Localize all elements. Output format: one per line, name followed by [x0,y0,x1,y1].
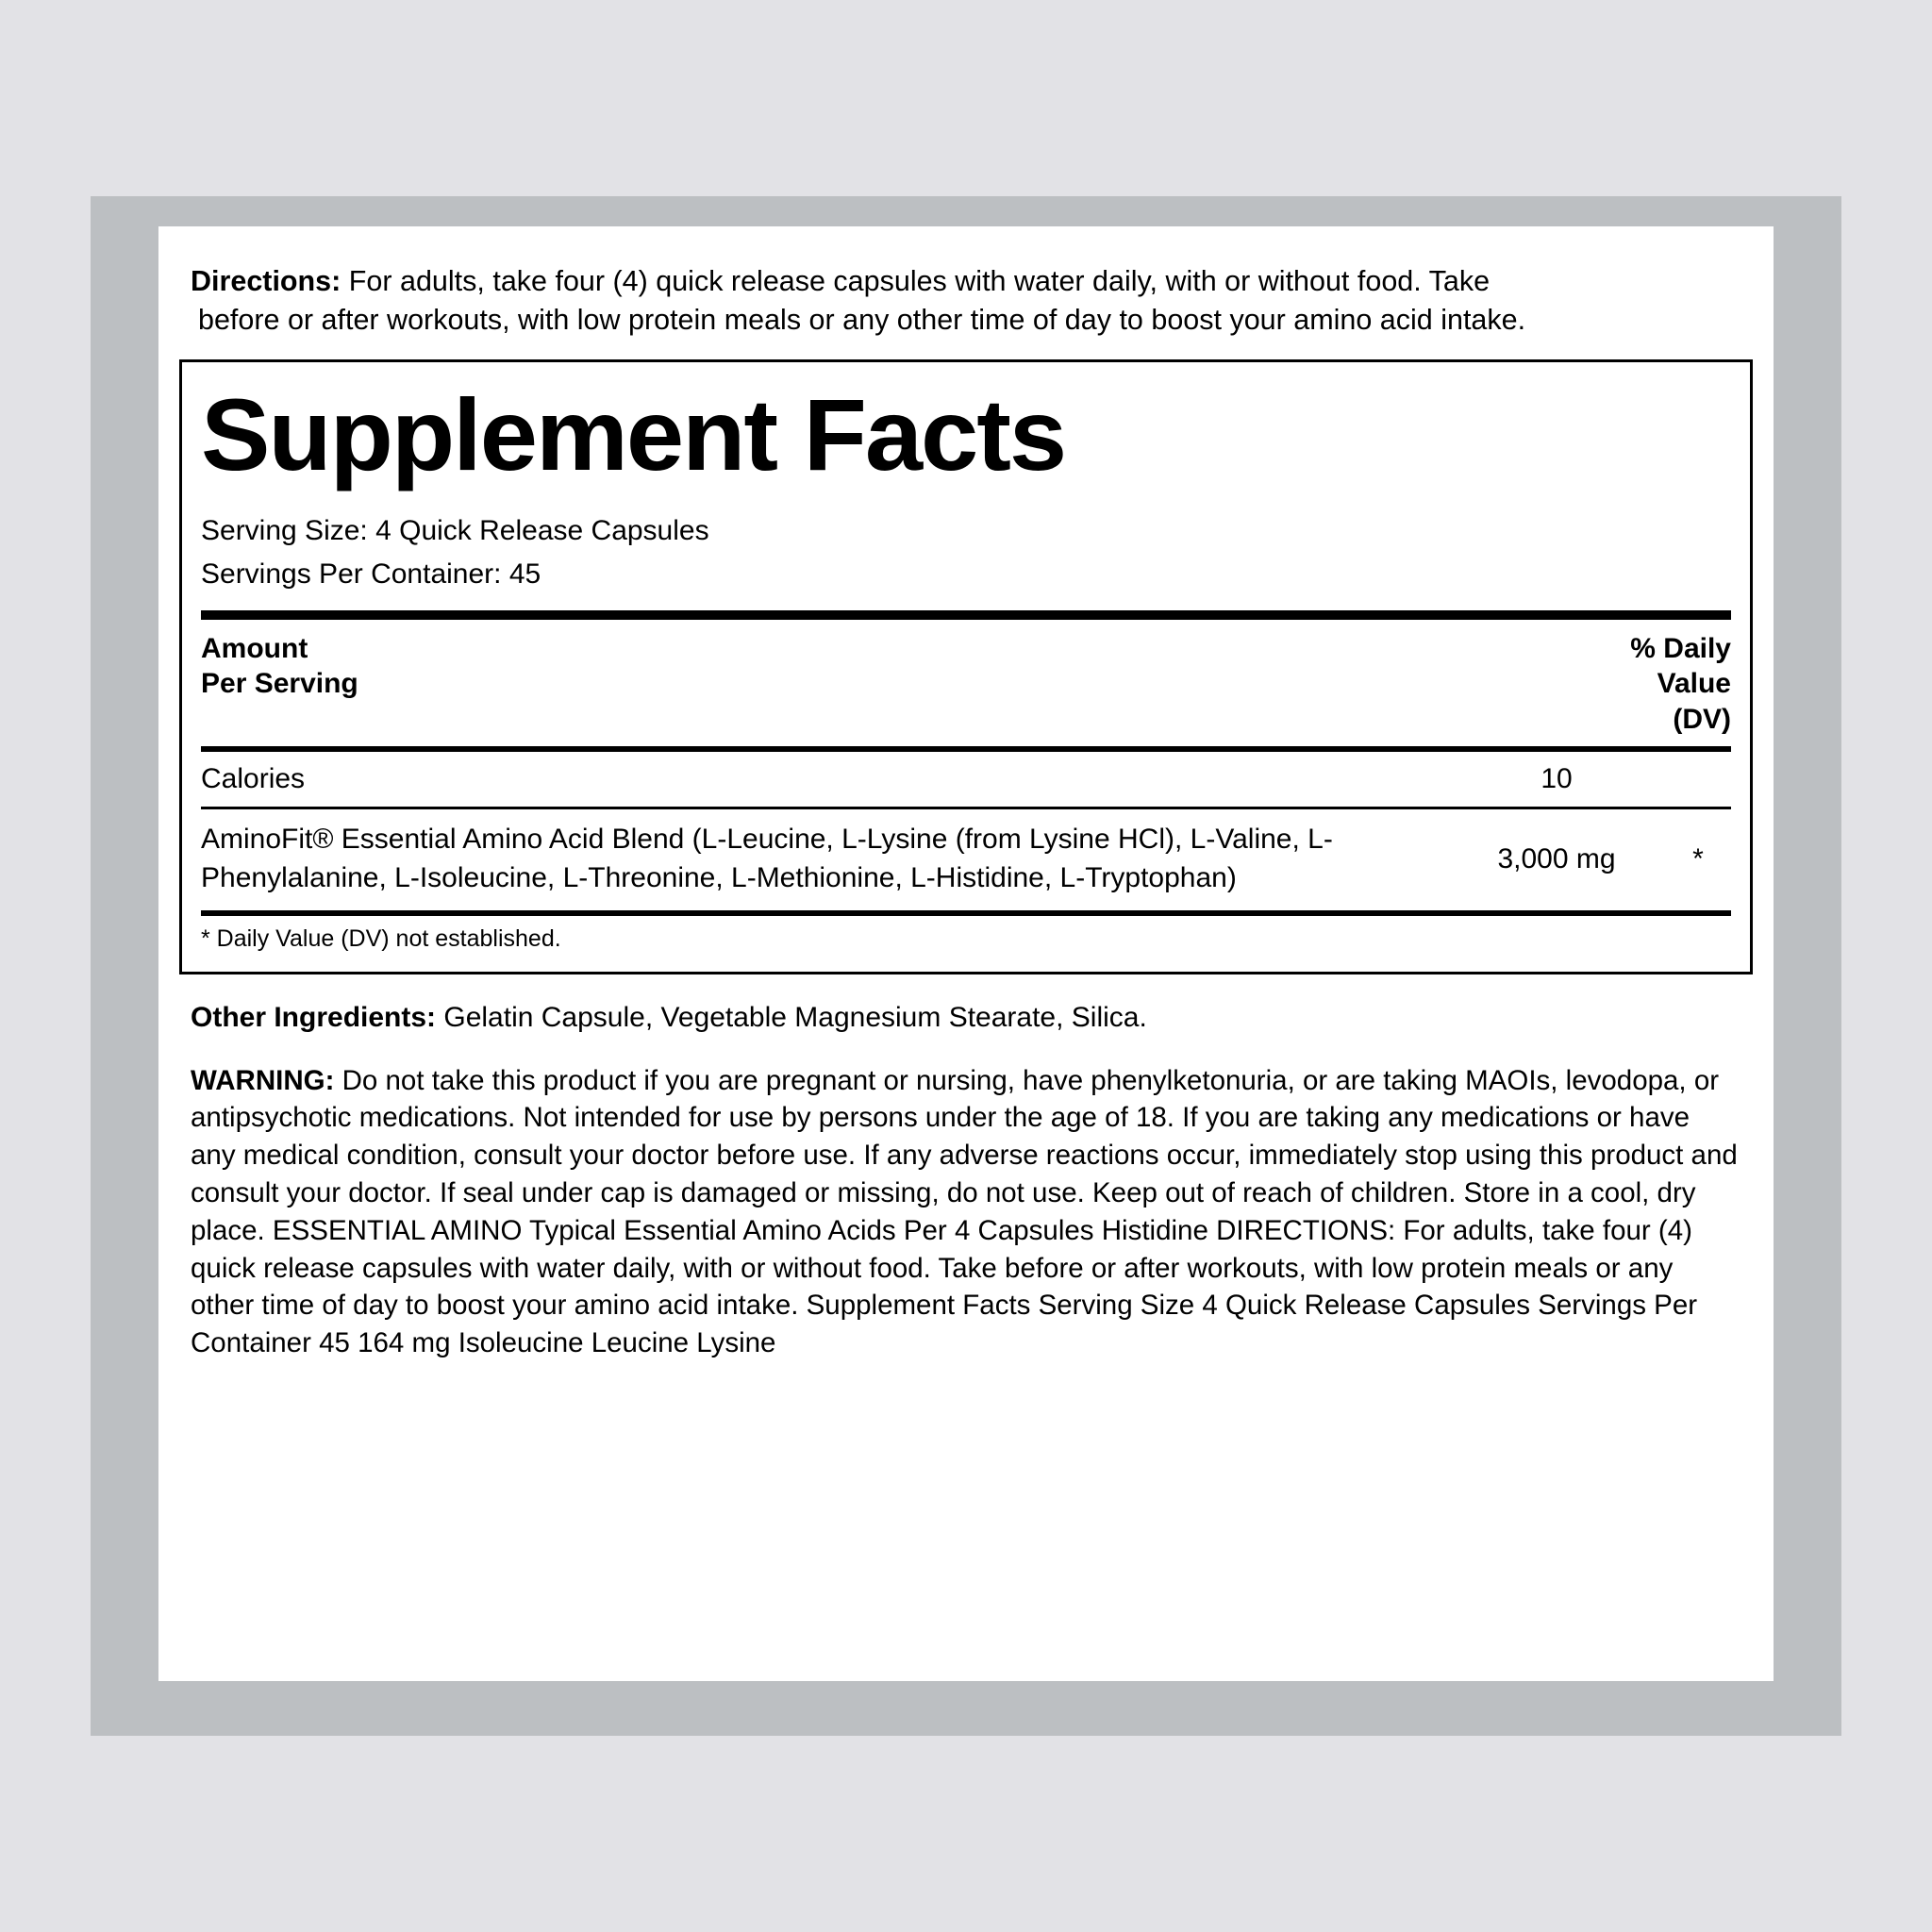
divider-thick-top [201,610,1731,620]
daily-value-footnote: * Daily Value (DV) not established. [201,925,561,953]
supplement-label-panel [91,196,1841,1736]
serving-size: Serving Size: 4 Quick Release Capsules [201,514,709,546]
amount-per-serving-header [201,631,358,702]
table-header-row [201,620,1731,747]
dv-header-line2: Value [1657,668,1731,700]
servings-per-container: Servings Per Container: 45 [201,558,541,591]
dv-header-line3: (DV) [1673,703,1731,735]
directions-label: Directions: [191,265,341,297]
calories-value: 10 [1541,763,1573,795]
blend-daily-value: * [1692,842,1704,874]
directions-text-line2: before or after workouts, with low protein meals or any other time of day to boost your amino acid intake. [198,303,1526,336]
supplement-label-card [158,226,1774,1681]
other-ingredients-block [158,974,1774,1038]
directions-block [158,226,1774,339]
warning-text: Do not take this product if you are pregnant or nursing, have phenylketonuria, or are taking MAOIs, levodopa, or antipsychotic medications. Not intended for use by persons under the age of 18. If you are taking any medications or have any medical condition, consult your doctor before use. If any adverse reactions occur, immediately stop using this product and consult your doctor. If seal under cap is damaged or missing, do not use. Keep out of reach of children. Store in a cool, dry place. ESSENTIAL AMINO Typical Essential Amino Acids Per 4 Capsules Histidine DIRECTIONS: For adults, take four (4) quick release capsules with water daily, with or without food. Take before or after workouts, with low protein meals or any other time of day to boost your amino acid intake. Supplement Facts Serving Size 4 Quick Release Capsules Servings Per Container 45 164 mg Isoleucine Leucine Lysine [191,1064,1738,1359]
table-row [201,809,1731,910]
calories-label: Calories [201,763,306,795]
supplement-facts-title: Supplement Facts [201,377,1066,492]
dv-header-line1: % Daily [1630,632,1731,664]
directions-text-line1: For adults, take four (4) quick release capsules with water daily, with or without food. Take [341,265,1491,297]
amount-header-line2: Per Serving [201,668,358,700]
warning-label: WARNING: [191,1064,335,1096]
blend-amount: 3,000 mg [1497,842,1616,874]
warning-block [158,1038,1774,1363]
other-ingredients-text: Gelatin Capsule, Vegetable Magnesium Stearate, Silica. [436,1002,1147,1034]
supplement-facts-box [179,359,1753,974]
amount-header-line1: Amount [201,632,308,664]
other-ingredients-label: Other Ingredients: [191,1002,437,1034]
daily-value-header [1630,631,1731,738]
table-row [201,752,1731,807]
blend-label: AminoFit® Essential Amino Acid Blend (L-Leucine, L-Lysine (from Lysine HCl), L-Valine, L-Phenylalanine, L-Isoleucine, L-Threonine, L-Methionine, L-Histidine, L-Tryptophan) [201,824,1333,893]
